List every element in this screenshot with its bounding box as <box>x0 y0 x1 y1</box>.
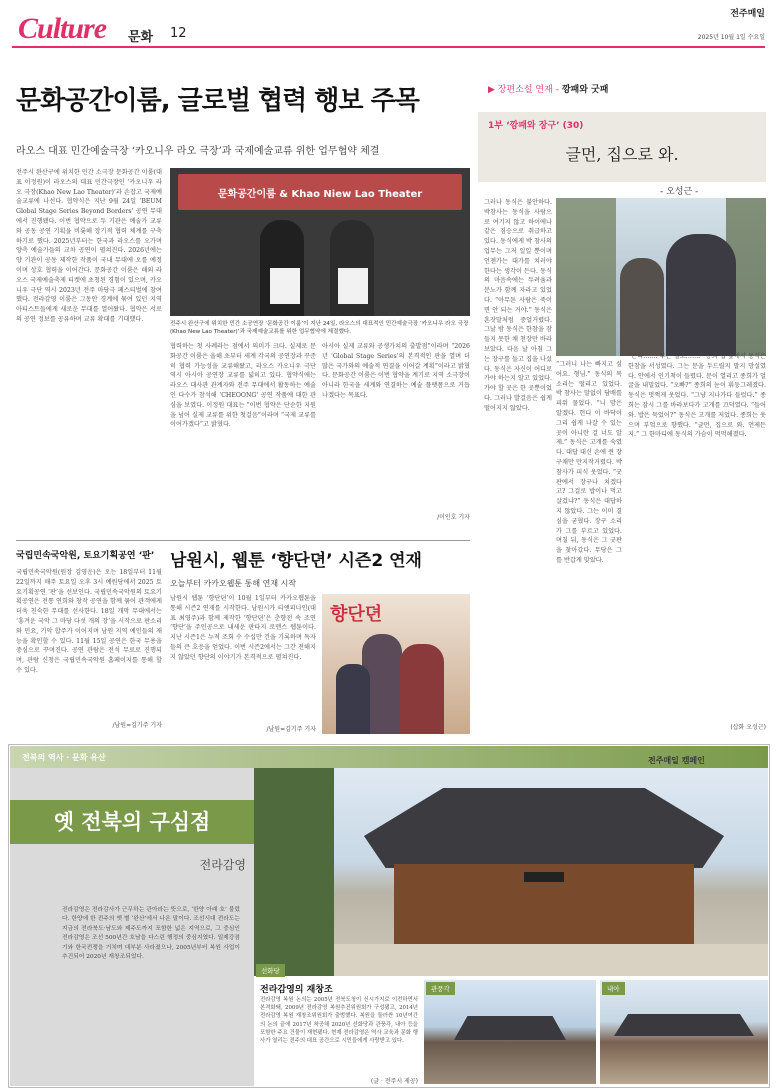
lead-photo <box>170 168 470 316</box>
promo-sub-byline: (글 · 전주시 제공) <box>370 1078 418 1085</box>
promo-photo-3 <box>600 980 768 1084</box>
divider-1 <box>16 540 470 541</box>
event-banner <box>178 174 462 210</box>
paper-name: 전주매일 <box>730 9 765 19</box>
promo-sub-body: 전라감영 복원 논의는 2005년 전북도청이 신시가지로 이전하면서 본격화돼, 2009년 전라감영 복원추진위원회가 구성됐고, 2014년 전라감영 복원 재창조위원회가 출범했다. 복원을 둘러싼 10년여간의 논의 끝에 2017년 착공해 2020년 선화당과 관풍각, 내아 등을 포함한 주요 건물이 재현됐다. 현재 전라감영은 역사 교육과 문화 행사가 열리는 전주의 대표 공간으로 시민들에게 사랑받고 있다. <box>260 997 418 1045</box>
serial-label: 장편소설 연재 <box>497 85 553 95</box>
agreement-doc-left <box>270 268 300 304</box>
story2-byline: /남원=김기주 기자 <box>112 722 162 729</box>
lead-headline: 문화공간이룸, 글로벌 협력 행보 주목 <box>16 86 419 116</box>
promo-body: 전라감영은 전라감사가 근무하는 관아라는 뜻으로, ‘한양 아래 호’ 불렀다. 한양에 한 전주의 옛 별 ‘완산’에서 나온 말이다. 조선시대 전라도는 지금의 전라북도·남도와 제주도까지 포함한 넓은 지역으로, 그 중심인 전라감영은 조선 500년간 호남을 다스린 행정의 중심지였다. 일제강점기와 한국전쟁을 거치며 대부분 사라졌으나, 2005년부터 복원 사업이 추진되어 2020년 재창조되었다. <box>62 907 240 961</box>
serial-col-3: “근디……. 무슨 일로…….” 종희 집 앞에서 동식은 한참을 서성였다. 그는 문을 두드릴지 말지 망설였다. 안에서 인기척이 들렸다. 문이 열리고 종희가 얼굴을 내밀었다. “오빠?” 종희의 눈이 휘둥그레졌다. 동식은 멋쩍게 웃었다. “그냥 지나가다 들렀다.” 종희는 잠시 그를 바라보다가 고개를 끄덕였다. “들어와. 밥은 묵었어?” 동식은 고개를 저었다. 종희는 웃으며 부엌으로 향했다. “글먼, 집으로 와. 언제든지.” 그 한마디에 동식의 가슴이 먹먹해졌다. <box>628 353 766 439</box>
webtoon-poster <box>322 594 470 734</box>
banner-text: 문화공간이룸 & Khao Niew Lao Theater <box>217 188 423 200</box>
serial-col-1: 그러나 동식은 불안하다. 박참사는 동식을 사람으로 여기지 않고 하이에나 같은 짐승으로 취급하고 있다. 동식에게 박 참사의 업무는 그저 일일 뿐이며 언젠가는 대가를 치러야 한다는 생각이 든다. 동식의 마음속에는 두려움과 분노가 함께 자라고 있었다. “아무튼 사람은 죽이면 안 되는 거야.” 동식은 혼잣말처럼 중얼거렸다. 그날 밤 동식은 한참을 잠들지 못한 채 천장만 바라보았다. 다음 날 아침 그는 장구를 들고 집을 나섰다. 동식은 자신이 어디로 가야 하는지 알고 있었다. 가야 할 곳은 한 곳뿐이었다. 그러나 발걸음은 쉽게 떨어지지 않았다. <box>484 199 552 412</box>
lead-col-3: 아시아 실제 교류와 공생가치의 출발점”이라며 “2026년 ‘Global Stage Series’의 본격적인 판을 열며 더 많은 국가와의 예술적 연결을 이어갈 계획”이라고 밝혔다. 문화공간 이룸은 이번 협약을 계기로 지역 소극장이 아니라 한국을 세계와 연결하는 예술 플랫폼으로 거듭나겠다는 목표다. <box>322 343 470 399</box>
promo-title: 옛 전북의 구심점 <box>53 809 211 834</box>
lead-byline: /이인호 기자 <box>437 514 470 521</box>
story2-title: 국립민속국악원, 토요기획공연 ‘판’ <box>16 551 155 561</box>
serial-title: 글먼, 집으로 와. <box>565 145 679 164</box>
pavilion-roof <box>454 1016 566 1040</box>
serial-label-row <box>488 82 608 95</box>
tree-left <box>556 198 616 356</box>
section-name: 문화 <box>128 30 154 45</box>
story3-subhead: 오늘부터 카카오웹툰 통해 연재 시작 <box>170 579 297 588</box>
character-2 <box>400 644 444 734</box>
tree-canopy <box>254 768 334 976</box>
story3-title: 남원시, 웹툰 ‘향단뎐’ 시즌2 연재 <box>170 551 422 571</box>
agreement-doc-right <box>338 268 368 304</box>
serial-series: 깡패와 굿패 <box>561 85 609 95</box>
figure-small <box>620 258 664 356</box>
promo-sub-title: 전라감영의 재창조 <box>260 985 333 995</box>
lead-subhead: 라오스 대표 민간예술극장 ‘카오니우 라오 극장’과 국제예술교류 위한 업무협약 체결 <box>16 146 380 157</box>
play-icon: ▶ <box>488 85 495 95</box>
serial-sign: (삽화 오성근) <box>730 724 766 731</box>
promo-subtitle: 전라감영 <box>199 858 246 872</box>
serial-illustration <box>556 198 766 356</box>
serial-episode: 1부 ‘깡패와 장구’ (30) <box>488 121 584 131</box>
poster-title: 향단뎐 <box>330 604 383 625</box>
header-rule <box>12 46 765 48</box>
promo-campaign: 전주매일 캠페인 <box>648 756 705 765</box>
story2-body: 국립민속국악원(원장 김영운)은 오는 18일부터 11월 22일까지 매주 토요일 오후 3시 예원당에서 2025 토요기획공연 ‘판’을 선보인다. 국립민속국악원의 토요기획공연은 전통 연희와 창작 공연을 함께 묶어 관객에게 더욱 친숙한 무대를 선사한다. 18일 개막 무대에서는 ‘흥겨운 국악 그 마당 다섯 개의 장’을 시작으로 판소리와 민요, 기악 합주가 이어지며 남원 지역 예인들의 재능을 확인할 수 있다. 11월 15일 공연은 한국 무용을 중심으로 꾸며진다. 공연 관람은 전석 무료로 진행되며, 관람 신청은 국립민속국악원 홈페이지를 통해 할 수 있다. <box>16 569 162 674</box>
serial-col-2: “그러니 나는 빠지고 싶어요. 형님.” 동식의 목소리는 떨리고 있었다. 박 참사는 말없이 담배를 피워 물었다. “니 맘은 알겠다. 헌디 이 바닥이 그리 쉽게 나갈 수 있는 곳이 아니란 걸 너도 알제.” 동식은 고개를 숙였다. 대답 대신 손에 쥔 장구채만 만지작거렸다. 박 참사가 피식 웃었다. “굿판에서 장구나 치겠다고? 그걸로 밥이나 먹고 살겄냐?” 동식은 대답하지 않았다. 그는 이미 결심을 굳혔다. 장구 소리가 그를 부르고 있었다. 며칠 뒤, 동식은 그 굿판을 찾아갔다. 무당은 그를 반갑게 맞았다. <box>556 361 622 564</box>
figure-big <box>666 234 736 356</box>
img-tag-3: 내아 <box>602 982 625 995</box>
promo-top-label: 전북의 역사 · 문화 유산 <box>22 753 106 762</box>
img-tag-2: 관풍각 <box>426 982 455 995</box>
house-roof <box>614 1014 754 1036</box>
lead-col-1: 전주시 완산구에 위치한 민간 소극장 문화공간 이룸(대표 이정원)이 라오스의 대표 민간극장인 ‘카오니우 라오 극장(Khao New Lao Theater)’과 손잡고 국제예술교류에 나선다. 협약식은 지난 9월 24일 ‘BEUM Global Stage Series Beyond Borders’ 공연 무대에서 진행됐다. 이번 협약으로 두 기관은 예술가 교류와 공동 공연 기획을 비롯해 장기적 협력 체계를 구축하기로 했다. 2025년부터는 한국과 라오스를 오가며 양측 예술가들의 교차 공연이 펼쳐진다. 2026년에는 양 기관이 공동 제작한 작품이 국내 무대에 오를 예정이며 상호 협력을 이어간다. 문화공간 이룸은 해외 라오스 국제예술축제 티켓에 초청된 경험이 있으며, 카오니우 극단 역시 2023년 전주 마당극 페스티벌에 참여했다. 전라감영 이룸은 그동안 경계에 묶여 있던 지역 아티스트들에게 새로운 무대를 열어왔다. 협약은 서로의 공연 정보를 공유하며 교류 확대를 기대했다. <box>16 169 162 323</box>
story3-byline: /남원=김기주 기자 <box>266 726 316 733</box>
issue-date: 2025년 10월 1일 수요일 <box>697 34 765 41</box>
serial-author: - 오성근 - <box>660 187 699 197</box>
lead-photo-caption: 전주시 완산구에 위치한 민간 소공연장 ‘문화공간 이룸’이 지난 24일, 라오스의 대표적인 민간예술극장 ‘카오니우 라오 극장(Khao New Lao Theater)’과 국제예술교류를 위한 업무협약에 체결했다. <box>170 321 469 335</box>
promo-photo-2 <box>424 980 596 1084</box>
story3-col-1: 남원시 웹툰 ‘향단뎐’이 10월 1일부터 카카오웹툰을 통해 시즌2 연재를 시작한다. 남원시가 티앤피나인(대표 최영주)과 함께 제작한 ‘향단뎐’은 춘향전 속 조연 ‘향단’을 주인공으로 내세운 판타지 로맨스 웹툰이다. 지난 시즌1은 누적 조회 수 수십만 건을 기록하며 독자들의 큰 호응을 얻었다. 이번 시즌2에서는 그간 전해지지 않았던 향단의 이야기가 본격적으로 펼쳐진다. <box>170 595 316 661</box>
hall-signboard <box>524 872 564 882</box>
serial-sep: - <box>555 85 562 95</box>
section-logo: Culture <box>18 12 107 45</box>
page-number: 12 <box>170 26 187 41</box>
serial-col-1b <box>484 360 552 730</box>
character-3 <box>336 664 370 734</box>
promo-main-photo <box>254 768 768 976</box>
lead-col-2: 협력하는 첫 사례라는 점에서 의미가 크다. 실제로 문화공간 이룸은 올해 초부터 세계 각국의 공연장과 꾸준히 협력 가능성을 교류해왔고, 라오스 카오니우 극단 역시 아시아 공연장 교류를 넓히고 있다. 협약식에는 라오스 대사관 관계자와 전주 무대에서 활동하는 예술인 다수가 참석해 ‘CHEOONG’ 공연 작품에 대한 관심을 보였다. 이정원 대표는 “이번 협약은 단순한 지원을 넘어 실제 교류를 위한 첫걸음”이라며 “국제 교류를 이어가겠다”고 밝혔다. <box>170 343 316 429</box>
courtyard <box>334 944 768 976</box>
img-tag-1: 선화당 <box>256 964 285 977</box>
roof <box>364 788 724 868</box>
